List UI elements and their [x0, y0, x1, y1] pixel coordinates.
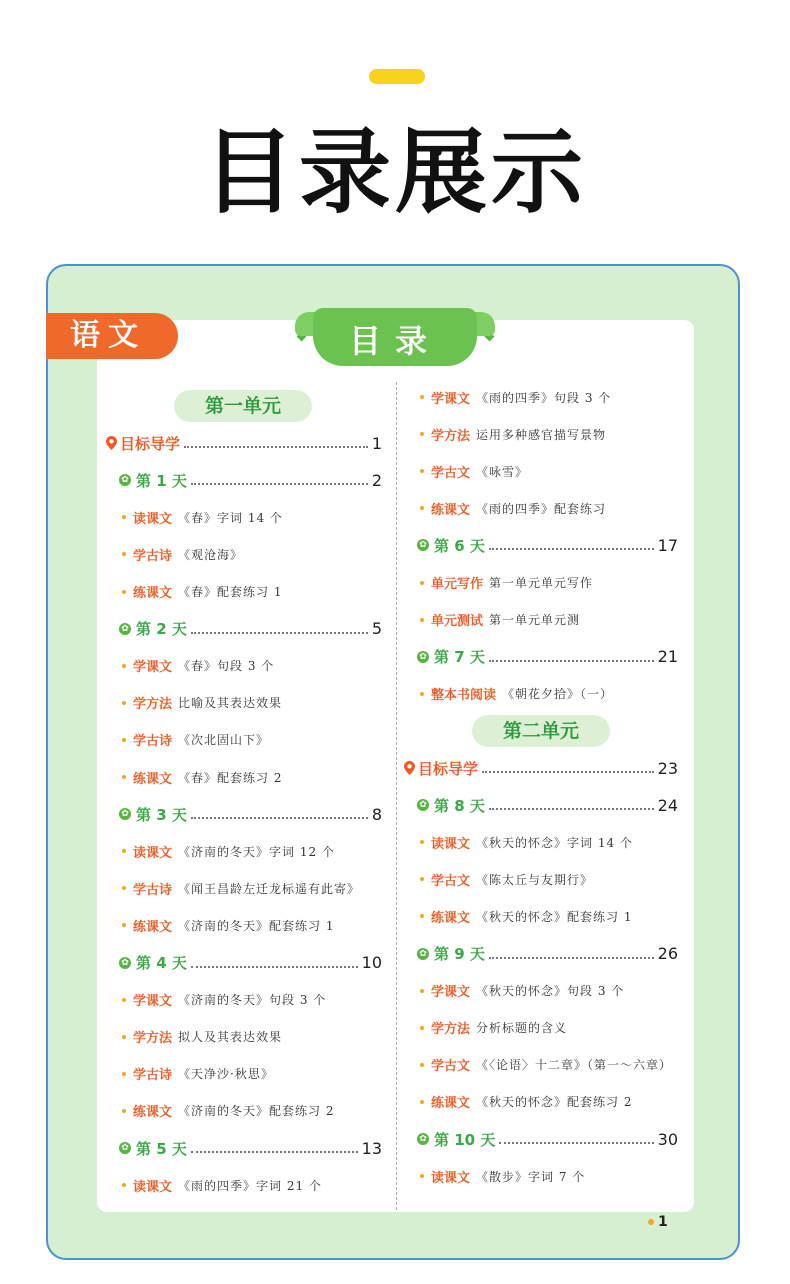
toc-day-label: 第 5 天: [136, 1139, 187, 1158]
column-divider: [396, 382, 397, 1210]
toc-item-row[interactable]: [122, 543, 382, 565]
toc-item-text: 《春》配套练习 1: [178, 585, 283, 599]
page-ref: 17: [657, 535, 678, 555]
toc-day-label: 第 7 天: [434, 648, 485, 667]
bullet-icon: [420, 1174, 424, 1178]
toc-item-label: 读课文: [133, 511, 173, 527]
toc-goal-label: 目标导学: [120, 434, 181, 453]
toc-item-label: 单元测试: [431, 614, 484, 630]
toc-item-label: 学古诗: [133, 1068, 173, 1084]
flower-icon: ✿: [119, 957, 131, 969]
toc-item-label: 学古诗: [133, 882, 173, 898]
toc-item-text: 《春》句段 3 个: [178, 659, 275, 674]
bullet-icon: [122, 552, 126, 556]
toc-item-label: 读课文: [133, 1179, 173, 1195]
toc-item-row[interactable]: [420, 1054, 678, 1076]
bullet-icon: [122, 923, 126, 927]
toc-item-row[interactable]: [122, 729, 382, 751]
flower-icon: ✿: [417, 799, 429, 811]
bullet-icon: [420, 692, 424, 696]
flower-icon: ✿: [119, 474, 131, 486]
flower-icon: ✿: [417, 1133, 429, 1145]
toc-item-row[interactable]: [420, 905, 678, 927]
toc-item-label: 学方法: [431, 1022, 471, 1038]
toc-day-label: 第 8 天: [434, 796, 485, 815]
toc-item-text: 《观沧海》: [178, 547, 244, 562]
toc-ribbon: [295, 306, 495, 368]
dot-leader: [489, 548, 654, 550]
toc-day-row[interactable]: [119, 952, 382, 974]
dot-leader: [191, 483, 368, 485]
toc-item-label: 整本书阅读: [431, 688, 497, 704]
toc-item-row[interactable]: [420, 1017, 678, 1039]
page-ref: 1: [371, 433, 382, 453]
toc-item-text: 拟人及其表达效果: [178, 1030, 283, 1045]
page-ref: 30: [657, 1129, 678, 1149]
subject-tab: 语文: [46, 313, 178, 359]
toc-item-text: 《济南的冬天》配套练习 2: [178, 1104, 335, 1119]
page-ref: 24: [657, 795, 678, 815]
bullet-icon: [420, 1026, 424, 1030]
location-pin-icon: [106, 436, 117, 450]
dot-leader: [489, 808, 654, 810]
toc-item-row[interactable]: [420, 1165, 678, 1187]
toc-item-text: 《雨的四季》配套练习: [476, 501, 607, 516]
flower-icon: ✿: [119, 1142, 131, 1154]
toc-day-row[interactable]: [417, 534, 678, 556]
bullet-icon: [122, 1035, 126, 1039]
bullet-icon: [420, 1063, 424, 1067]
toc-item-label: 学古诗: [133, 548, 173, 564]
toc-item-row[interactable]: [122, 877, 382, 899]
toc-item-row[interactable]: [122, 766, 382, 788]
bullet-icon: [122, 701, 126, 705]
toc-item-row[interactable]: [420, 572, 678, 594]
bullet-icon: [122, 886, 126, 890]
toc-item-label: 学方法: [431, 428, 471, 444]
toc-item-text: 《秋天的怀念》配套练习 1: [476, 909, 633, 924]
toc-item-row[interactable]: [122, 581, 382, 603]
ribbon-title: 目录: [313, 308, 477, 366]
flower-icon: ✿: [119, 623, 131, 635]
toc-item-row[interactable]: [420, 980, 678, 1002]
dot-leader: [499, 1142, 653, 1144]
page-number-dot: [648, 1219, 654, 1225]
toc-item-row[interactable]: [122, 1063, 382, 1085]
bullet-icon: [122, 590, 126, 594]
toc-item-label: 学古文: [431, 1059, 471, 1075]
page-ref: 5: [371, 619, 382, 639]
page-ref: 26: [657, 944, 678, 963]
toc-item-label: 练课文: [133, 586, 173, 601]
page-title: 目录展示: [202, 119, 587, 226]
toc-item-text: 《天净沙·秋思》: [178, 1067, 274, 1082]
bullet-icon: [122, 775, 126, 779]
bullet-icon: [122, 849, 126, 853]
flower-icon: ✿: [417, 539, 429, 551]
toc-item-row[interactable]: [420, 460, 678, 482]
toc-item-label: 练课文: [431, 910, 471, 926]
toc-item-row[interactable]: [122, 989, 382, 1011]
toc-item-label: 学课文: [431, 985, 471, 1001]
toc-day-row[interactable]: [417, 1128, 678, 1150]
bullet-icon: [122, 1072, 126, 1076]
toc-item-row[interactable]: [122, 1100, 382, 1122]
toc-item-label: 读课文: [133, 845, 173, 861]
toc-item-label: 学课文: [133, 660, 173, 676]
toc-item-text: 《春》字词 14 个: [178, 510, 283, 525]
toc-item-text: 《朝花夕拾》（一）: [502, 687, 614, 702]
bullet-icon: [122, 515, 126, 519]
bullet-icon: [420, 506, 424, 510]
toc-item-row[interactable]: [420, 683, 678, 705]
toc-item-label: 学古诗: [133, 734, 173, 750]
toc-item-text: 《陈太丘与友期行》: [476, 872, 594, 887]
page-ref: 10: [361, 953, 382, 972]
toc-item-text: 比喻及其表达效果: [178, 696, 283, 711]
bullet-icon: [420, 840, 424, 844]
toc-item-text: 《春》配套练习 2: [178, 770, 283, 785]
toc-day-label: 第 3 天: [136, 805, 187, 824]
toc-item-label: 练课文: [431, 1096, 471, 1112]
toc-item-row[interactable]: [420, 609, 678, 631]
toc-day-label: 第 9 天: [434, 945, 485, 963]
toc-goal-label: 目标导学: [418, 759, 479, 778]
page-ref: 21: [657, 647, 678, 667]
toc-goal-row[interactable]: [404, 757, 678, 779]
toc-item-row[interactable]: [122, 914, 382, 936]
toc-day-label: 第 2 天: [136, 620, 187, 639]
toc-item-row[interactable]: [420, 831, 678, 853]
toc-item-row[interactable]: [122, 1026, 382, 1048]
toc-item-row[interactable]: [420, 1091, 678, 1113]
bullet-icon: [420, 914, 424, 918]
toc-item-text: 运用多种感官描写景物: [476, 427, 607, 442]
toc-item-row[interactable]: [122, 655, 382, 677]
toc-day-label: 第 4 天: [136, 954, 187, 972]
dot-leader: [191, 817, 368, 819]
toc-item-text: 《雨的四季》字词 21 个: [178, 1178, 322, 1193]
toc-day-row[interactable]: [119, 618, 382, 640]
toc-item-row[interactable]: [122, 692, 382, 714]
dot-leader: [191, 1151, 358, 1153]
bullet-icon: [122, 1183, 126, 1187]
location-pin-icon: [404, 761, 415, 775]
toc-item-text: 《〈论语〉十二章》（第一～六章）: [476, 1058, 673, 1073]
bullet-icon: [122, 1109, 126, 1113]
toc-item-text: 《闻王昌龄左迁龙标遥有此寄》: [178, 881, 361, 896]
toc-item-text: 《咏雪》: [476, 464, 529, 479]
toc-item-label: 读课文: [431, 1170, 471, 1186]
toc-item-text: 《次北固山下》: [178, 733, 270, 748]
dot-leader: [184, 446, 368, 448]
bullet-icon: [420, 989, 424, 993]
toc-item-label: 单元写作: [431, 577, 484, 592]
bullet-icon: [420, 877, 424, 881]
toc-item-text: 《济南的冬天》配套练习 1: [178, 918, 335, 933]
page-ref: 2: [371, 470, 382, 490]
toc-day-row[interactable]: [119, 803, 382, 825]
dot-leader: [489, 957, 654, 959]
toc-item-label: 练课文: [133, 1105, 173, 1121]
toc-item-row[interactable]: [122, 840, 382, 862]
toc-item-row[interactable]: [122, 1174, 382, 1196]
toc-item-text: 分析标题的含义: [476, 1021, 568, 1036]
toc-day-label: 第 1 天: [136, 471, 187, 490]
dot-leader: [482, 771, 654, 773]
toc-item-label: 练课文: [431, 502, 471, 518]
toc-item-label: 学课文: [431, 391, 471, 407]
toc-item-row[interactable]: [420, 386, 678, 408]
bullet-icon: [420, 395, 424, 399]
toc-day-row[interactable]: [417, 943, 678, 965]
toc-day-row[interactable]: [119, 1137, 382, 1159]
toc-item-row[interactable]: [420, 868, 678, 890]
toc-item-row[interactable]: [420, 423, 678, 445]
unit-heading: 第二单元: [472, 715, 610, 747]
page-ref: 8: [371, 804, 382, 824]
bullet-icon: [122, 738, 126, 742]
bullet-icon: [122, 664, 126, 668]
toc-day-label: 第 6 天: [434, 536, 485, 555]
toc-item-label: 学方法: [133, 697, 173, 713]
toc-item-text: 《秋天的怀念》字词 14 个: [476, 835, 633, 850]
unit-heading: 第一单元: [174, 390, 312, 422]
toc-item-text: 第一单元单元测: [489, 613, 581, 628]
bullet-icon: [420, 432, 424, 436]
toc-item-row[interactable]: [122, 506, 382, 528]
bullet-icon: [420, 581, 424, 585]
bullet-icon: [420, 618, 424, 622]
toc-item-text: 《散步》字词 7 个: [476, 1169, 586, 1184]
toc-item-label: 读课文: [431, 836, 471, 852]
bullet-icon: [420, 469, 424, 473]
flower-icon: ✿: [417, 948, 429, 960]
yellow-accent-pill: [369, 69, 425, 84]
dot-leader: [191, 632, 368, 634]
page-ref: 13: [361, 1138, 382, 1158]
toc-day-row[interactable]: [119, 469, 382, 491]
toc-item-text: 《秋天的怀念》配套练习 2: [476, 1095, 633, 1110]
toc-item-label: 学课文: [133, 994, 173, 1010]
toc-item-text: 《雨的四季》句段 3 个: [476, 390, 612, 405]
toc-item-label: 练课文: [133, 919, 173, 935]
bullet-icon: [420, 1100, 424, 1104]
dot-leader: [489, 660, 654, 662]
flower-icon: ✿: [417, 651, 429, 663]
toc-day-label: 第 10 天: [434, 1130, 496, 1149]
page-number: 1: [658, 1214, 668, 1230]
toc-item-label: 练课文: [133, 771, 173, 787]
toc-goal-row[interactable]: [106, 432, 382, 454]
toc-item-text: 第一单元单元写作: [489, 576, 594, 590]
toc-item-text: 《秋天的怀念》句段 3 个: [476, 984, 625, 999]
toc-day-row[interactable]: [417, 646, 678, 668]
page-ref: 23: [657, 758, 678, 778]
toc-item-label: 学古文: [431, 873, 471, 889]
toc-item-label: 学方法: [133, 1031, 173, 1047]
toc-item-row[interactable]: [420, 497, 678, 519]
dot-leader: [191, 966, 358, 968]
bullet-icon: [122, 998, 126, 1002]
flower-icon: ✿: [119, 808, 131, 820]
toc-item-text: 《济南的冬天》字词 12 个: [178, 844, 335, 859]
toc-item-label: 学古文: [431, 465, 471, 481]
toc-item-text: 《济南的冬天》句段 3 个: [178, 993, 327, 1008]
toc-day-row[interactable]: [417, 794, 678, 816]
